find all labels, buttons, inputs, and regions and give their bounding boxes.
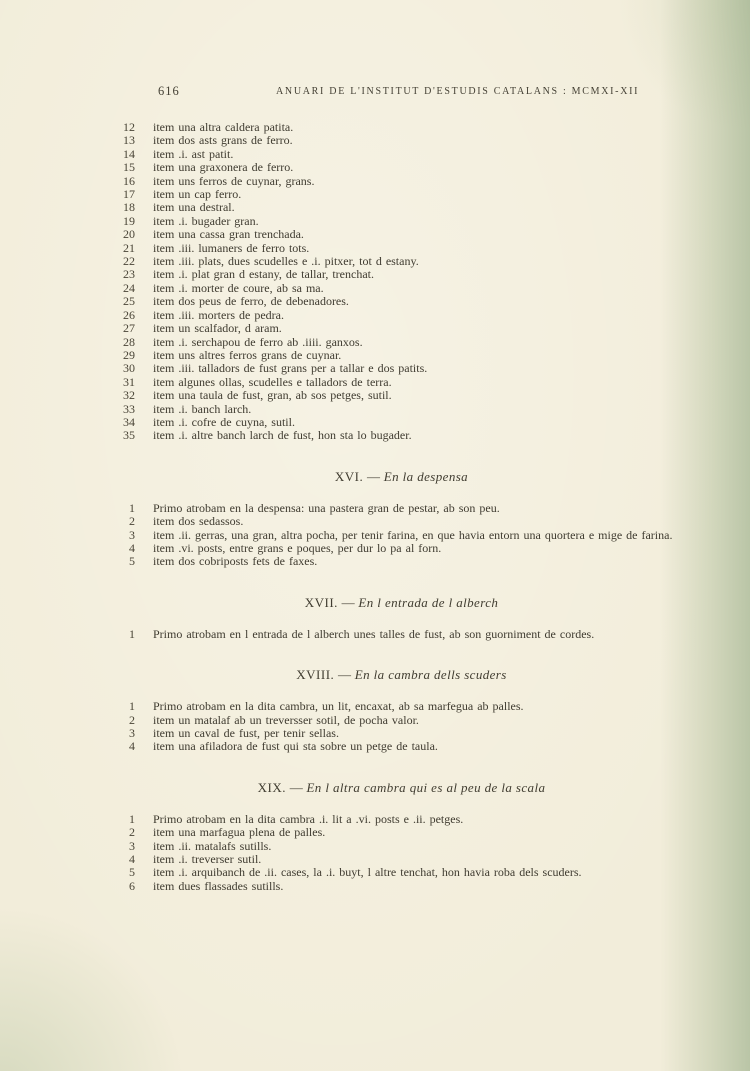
list-item: [111, 175, 692, 188]
item-number: 33: [123, 401, 135, 416]
list-item: [111, 215, 692, 228]
item-number: 31: [123, 374, 135, 389]
list-item: [111, 268, 692, 281]
list-item: [111, 295, 692, 308]
item-text: item una graxonera de ferro.: [153, 160, 294, 175]
item-text: item .i. bugader gran.: [153, 213, 259, 228]
item-text: item .ii. gerras, una gran, altra pocha, per tenir farina, en que havia entorn una quortera e mige de farina.: [153, 527, 673, 542]
item-text: item una altra caldera patita.: [153, 120, 294, 134]
item-number: 4: [129, 852, 135, 867]
list-item: [111, 429, 692, 442]
section-xviii: [111, 667, 692, 754]
list-item: [111, 309, 692, 322]
list-item: [111, 853, 692, 866]
item-number: 13: [123, 133, 135, 148]
item-number: 22: [123, 254, 135, 269]
section-xix: [111, 780, 692, 893]
item-number: 35: [123, 428, 135, 443]
list-item: [111, 362, 692, 375]
inventory-list-continued: [111, 121, 692, 443]
page-number: 616: [158, 84, 180, 98]
item-number: 21: [123, 240, 135, 255]
list-item: [111, 228, 692, 241]
item-text: item .i. morter de coure, ab sa ma.: [153, 280, 324, 295]
item-number: 1: [129, 699, 135, 714]
item-number: 6: [129, 878, 135, 893]
list-item: [111, 282, 692, 295]
list-item: [111, 727, 692, 740]
item-number: 3: [129, 726, 135, 740]
item-number: 2: [129, 514, 135, 529]
item-text: item una cassa gran trenchada.: [153, 227, 304, 242]
item-number: 32: [123, 388, 135, 403]
item-text: item .i. altre banch larch de fust, hon sta lo bugader.: [153, 428, 412, 443]
item-number: 18: [123, 200, 135, 215]
item-text: item .iii. talladors de fust grans per a tallar e dos patits.: [153, 361, 428, 376]
item-text: item .iii. lumaners de ferro tots.: [153, 240, 310, 255]
list-item: [111, 322, 692, 335]
item-text: item dos sedassos.: [153, 514, 244, 529]
item-number: 24: [123, 280, 135, 295]
list-item: [111, 542, 692, 555]
item-text: item .iii. morters de pedra.: [153, 307, 284, 322]
list-item: [111, 201, 692, 214]
item-number: 27: [123, 321, 135, 336]
item-text: item un matalaf ab un treversser sotil, de pocha valor.: [153, 712, 419, 727]
section-heading: [111, 595, 692, 610]
list-item: [111, 714, 692, 727]
item-text: Primo atrobam en l entrada de l alberch unes talles de fust, ab son guorniment de cordes.: [153, 626, 595, 641]
list-item: [111, 880, 692, 893]
list-item: [111, 515, 692, 528]
item-number: 1: [129, 811, 135, 826]
item-text: item .i. treverser sutil.: [153, 852, 262, 867]
section-number: XVIII. —: [296, 667, 352, 683]
item-text: item .vi. posts, entre grans e poques, per dur lo pa al forn.: [153, 540, 442, 555]
item-text: item .i. banch larch.: [153, 401, 252, 416]
item-number: 30: [123, 361, 135, 376]
list-item: [111, 813, 692, 826]
section-number: XVII. —: [304, 594, 356, 610]
item-text: item .i. cofre de cuyna, sutil.: [153, 414, 295, 429]
item-number: 4: [129, 540, 135, 555]
list-item: [111, 242, 692, 255]
list-item: [111, 740, 692, 753]
item-text: item dos cobriposts fets de faxes.: [153, 554, 318, 569]
item-text: item una marfagua plena de palles.: [153, 825, 326, 840]
item-number: 29: [123, 347, 135, 362]
item-text: item algunes ollas, scudelles e talladors de terra.: [153, 374, 392, 389]
list-item: [111, 121, 692, 134]
page-body: [111, 121, 692, 893]
section-heading: [111, 469, 692, 484]
item-number: 26: [123, 307, 135, 322]
item-text: item .i. arquibanch de .ii. cases, la .i. buyt, l altre tenchat, hon havia roba dels scuders.: [153, 865, 582, 880]
list-item: [111, 555, 692, 568]
section-title: En la despensa: [383, 468, 469, 484]
item-number: 23: [123, 267, 135, 282]
item-number: 3: [129, 527, 135, 542]
list-item: [111, 389, 692, 402]
item-number: 16: [123, 173, 135, 188]
section-title: En l altra cambra qui es al peu de la scala: [306, 779, 546, 795]
list-item: [111, 529, 692, 542]
running-header: [0, 84, 750, 102]
list-item: [111, 148, 692, 161]
section-heading: [111, 780, 692, 795]
list-item: [111, 336, 692, 349]
list-item: [111, 188, 692, 201]
section-number: XVI. —: [334, 468, 381, 484]
list-item: [111, 403, 692, 416]
item-number: 1: [129, 626, 135, 641]
section-title: En l entrada de l alberch: [358, 594, 499, 610]
item-text: Primo atrobam en la despensa: una pastera gran de pestar, ab son peu.: [153, 500, 500, 515]
item-text: item dos peus de ferro, de debenadores.: [153, 294, 349, 309]
list-item: [111, 866, 692, 879]
item-number: 17: [123, 187, 135, 202]
item-number: 2: [129, 712, 135, 727]
item-text: item .i. ast patit.: [153, 146, 234, 161]
list-item: [111, 502, 692, 515]
item-number: 14: [123, 146, 135, 161]
item-number: 5: [129, 554, 135, 569]
list-item: [111, 628, 692, 641]
item-text: Primo atrobam en la dita cambra, un lit, encaxat, ab sa marfegua ab palles.: [153, 699, 524, 714]
list-item: [111, 826, 692, 839]
item-number: 2: [129, 825, 135, 840]
item-text: item dues flassades sutills.: [153, 878, 284, 893]
section-xvi: [111, 469, 692, 569]
item-text: item una destral.: [153, 200, 235, 215]
section-number: XIX. —: [257, 779, 304, 795]
item-number: 3: [129, 838, 135, 853]
item-number: 12: [123, 120, 135, 134]
item-text: item una afiladora de fust qui sta sobre un petge de taula.: [153, 739, 438, 754]
item-number: 1: [129, 500, 135, 515]
item-text: item una taula de fust, gran, ab sos petges, sutil.: [153, 388, 392, 403]
item-number: 28: [123, 334, 135, 349]
item-text: item .i. plat gran d estany, de tallar, trenchat.: [153, 267, 374, 282]
item-number: 19: [123, 213, 135, 228]
list-item: [111, 134, 692, 147]
item-number: 25: [123, 294, 135, 309]
item-text: item un cap ferro.: [153, 187, 242, 202]
list-item: [111, 376, 692, 389]
section-heading: [111, 667, 692, 682]
item-number: 4: [129, 739, 135, 754]
section-title: En la cambra dells scuders: [354, 667, 507, 683]
item-text: item .ii. matalafs sutills.: [153, 838, 272, 853]
item-text: item uns altres ferros grans de cuynar.: [153, 347, 342, 362]
item-number: 20: [123, 227, 135, 242]
item-text: item un scalfador, d aram.: [153, 321, 282, 336]
item-text: item .i. serchapou de ferro ab .iiii. ganxos.: [153, 334, 363, 349]
item-number: 34: [123, 414, 135, 429]
item-number: 15: [123, 160, 135, 175]
list-item: [111, 416, 692, 429]
list-item: [111, 255, 692, 268]
section-xvii: [111, 595, 692, 641]
journal-title: ANUARI DE L'INSTITUT D'ESTUDIS CATALANS : MCMXI-XII: [276, 86, 640, 97]
item-text: Primo atrobam en la dita cambra .i. lit a .vi. posts e .ii. petges.: [153, 811, 464, 826]
list-item: [111, 700, 692, 713]
item-text: item un caval de fust, per tenir sellas.: [153, 726, 339, 740]
item-text: item .iii. plats, dues scudelles e .i. pitxer, tot d estany.: [153, 254, 419, 269]
item-text: item uns ferros de cuynar, grans.: [153, 173, 315, 188]
list-item: [111, 161, 692, 174]
list-item: [111, 840, 692, 853]
list-item: [111, 349, 692, 362]
item-number: 5: [129, 865, 135, 880]
item-text: item dos asts grans de ferro.: [153, 133, 293, 148]
